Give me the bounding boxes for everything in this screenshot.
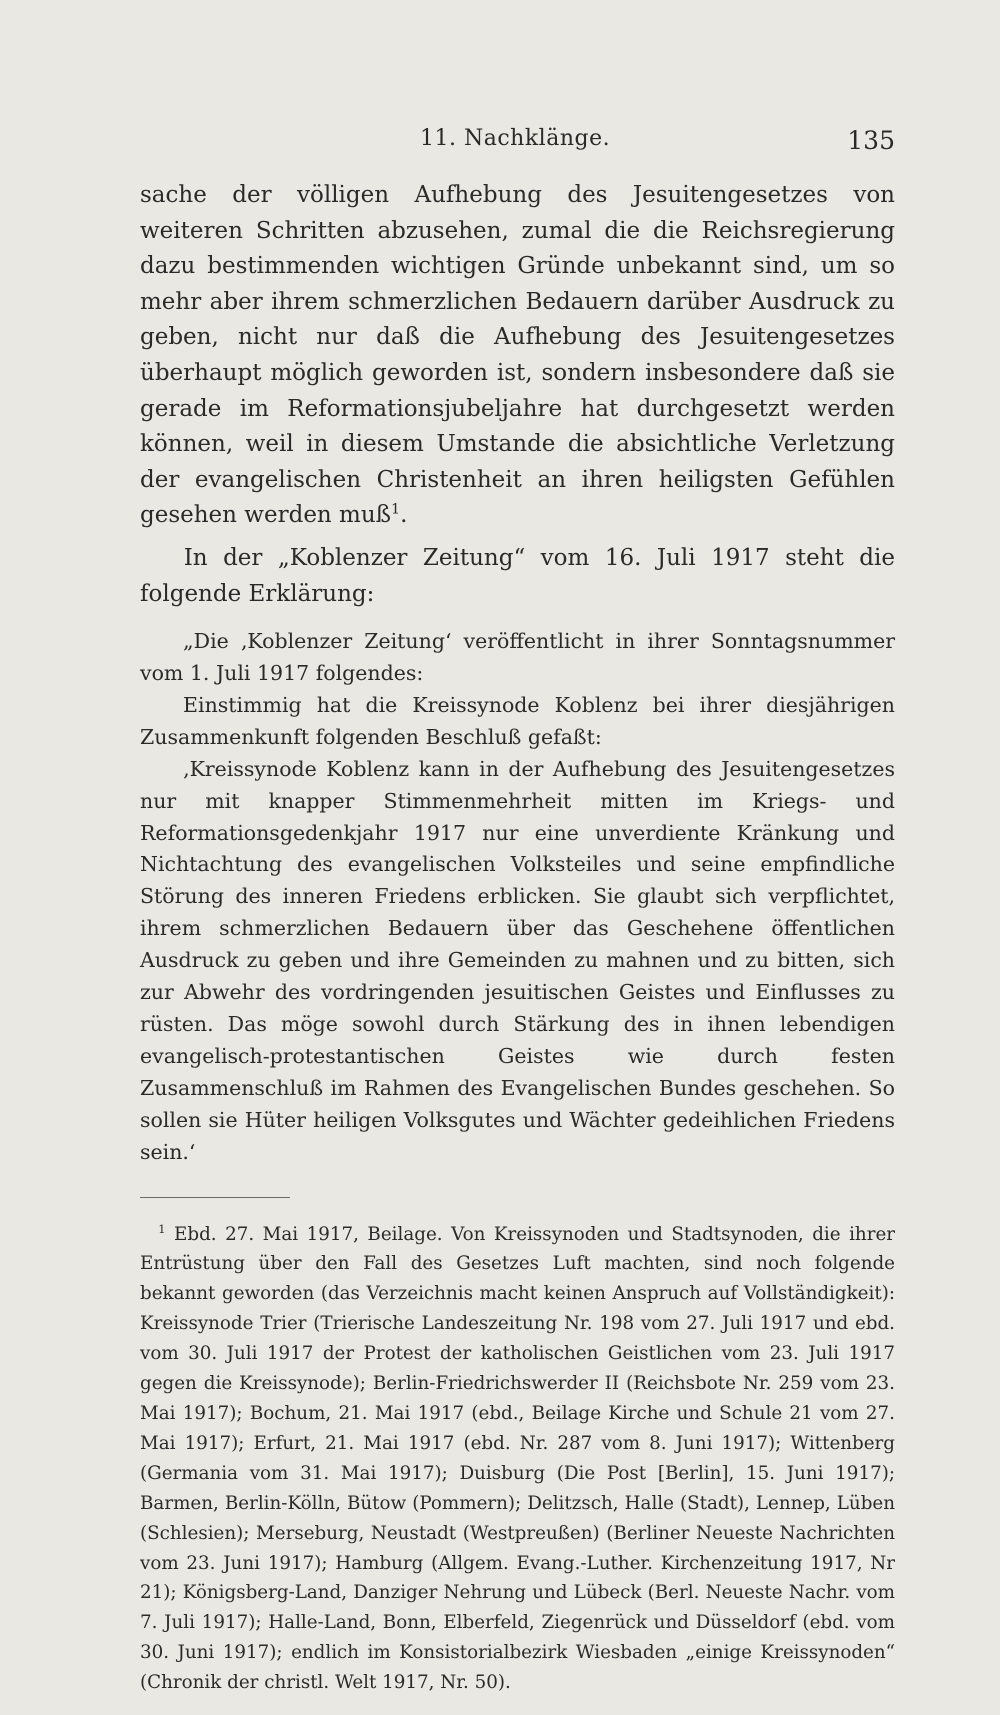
- footnote-reference: 1: [391, 501, 401, 518]
- paragraph: [140, 178, 895, 534]
- page-number: 135: [847, 126, 895, 155]
- running-head: 11. Nachklänge.: [420, 126, 611, 151]
- quote-paragraph: ‚Kreissynode Koblenz kann in der Aufhebung des Jesuitengesetzes nur mit knapper Stimmenmehrheit mitten im Kriegs- und Reformationsgedenkjahr 1917 nur eine unverdiente Kränkung und Nichtachtung des evangelischen Volksteiles und seine empfindliche Störung des inneren Friedens erblicken. Sie glaubt sich verpflichtet, ihrem schmerzlichen Bedauern über das Geschehene öffentlichen Ausdruck zu geben und ihre Gemeinden zu mahnen und zu bitten, sich zur Abwehr des vordringenden jesuitischen Geistes und Einflusses zu rüsten. Das möge sowohl durch Stärkung des in ihnen lebendigen evangelisch-protestantischen Geistes wie durch festen Zusammenschluß im Rahmen des Evangelischen Bundes geschehen. So sollen sie Hüter heiligen Volksgutes und Wächter gedeihlichen Friedens sein.‘: [140, 756, 895, 1164]
- footnote-paragraph: [140, 1220, 895, 1699]
- quote-paragraph: Einstimmig hat die Kreissynode Koblenz bei ihrer diesjährigen Zusammenkunft folgenden Beschluß gefaßt:: [140, 692, 895, 749]
- paragraph-end: .: [400, 502, 408, 529]
- body-text: [140, 178, 895, 1698]
- footnote: [140, 1220, 895, 1699]
- footnote-divider: [140, 1197, 290, 1198]
- main-text: [140, 178, 895, 612]
- page-header: [140, 126, 895, 162]
- footnote-text: Ebd. 27. Mai 1917, Beilage. Von Kreissynoden und Stadtsynoden, die ihrer Entrüstung über den Fall des Gesetzes Luft machten, sind noch folgende bekannt geworden (das Verzeichnis macht keinen Anspruch auf Vollständigkeit): Kreissynode Trier (Trierische Landeszeitung Nr. 198 vom 27. Juli 1917 und ebd. vom 30. Juli 1917 der Protest der katholischen Geistlichen vom 23. Juli 1917 gegen die Kreissynode); Berlin-Friedrichswerder II (Reichsbote Nr. 259 vom 23. Mai 1917); Bochum, 21. Mai 1917 (ebd., Beilage Kirche und Schule 21 vom 27. Mai 1917); Erfurt, 21. Mai 1917 (ebd. Nr. 287 vom 8. Juni 1917); Wittenberg (Germania vom 31. Mai 1917); Duisburg (Die Post [Berlin], 15. Juni 1917); Barmen, Berlin-Kölln, Bütow (Pommern); Delitzsch, Halle (Stadt), Lennep, Lüben (Schlesien); Merseburg, Neustadt (Westpreußen) (Berliner Neueste Nachrichten vom 23. Juni 1917); Hamburg (Allgem. Evang.-Luther. Kirchenzeitung 1917, Nr 21); Königsberg-Land, Danziger Nehrung und Lübeck (Berl. Neueste Nachr. vom 7. Juli 1917); Halle-Land, Bonn, Elberfeld, Ziegenrück und Düsseldorf (ebd. vom 30. Juni 1917); endlich im Konsistorialbezirk Wiesbaden „einige Kreissynoden“ (Chronik der christl. Welt 1917, Nr. 50).: [140, 1223, 895, 1694]
- block-quote: [140, 626, 895, 1168]
- paragraph-text: sache der völligen Aufhebung des Jesuitengesetzes von weiteren Schritten abzusehen, zumal die die Reichsregierung dazu bestimmenden wichtigen Gründe unbekannt sind, um so mehr aber ihrem schmerzlichen Bedauern darüber Ausdruck zu geben, nicht nur daß die Aufhebung des Jesuitengesetzes überhaupt möglich geworden ist, sondern insbesondere daß sie gerade im Reformationsjubeljahre hat durchgesetzt werden können, weil in diesem Umstande die absichtliche Verletzung der evangelischen Christenheit an ihren heiligsten Gefühlen gesehen werden muß: [140, 182, 895, 529]
- quote-paragraph: „Die ‚Koblenzer Zeitung‘ veröffentlicht in ihrer Sonntagsnummer vom 1. Juli 1917 folgendes:: [140, 629, 895, 686]
- footnote-marker: 1: [158, 1221, 166, 1236]
- paragraph: In der „Koblenzer Zeitung“ vom 16. Juli 1917 steht die folgende Erklärung:: [140, 544, 895, 607]
